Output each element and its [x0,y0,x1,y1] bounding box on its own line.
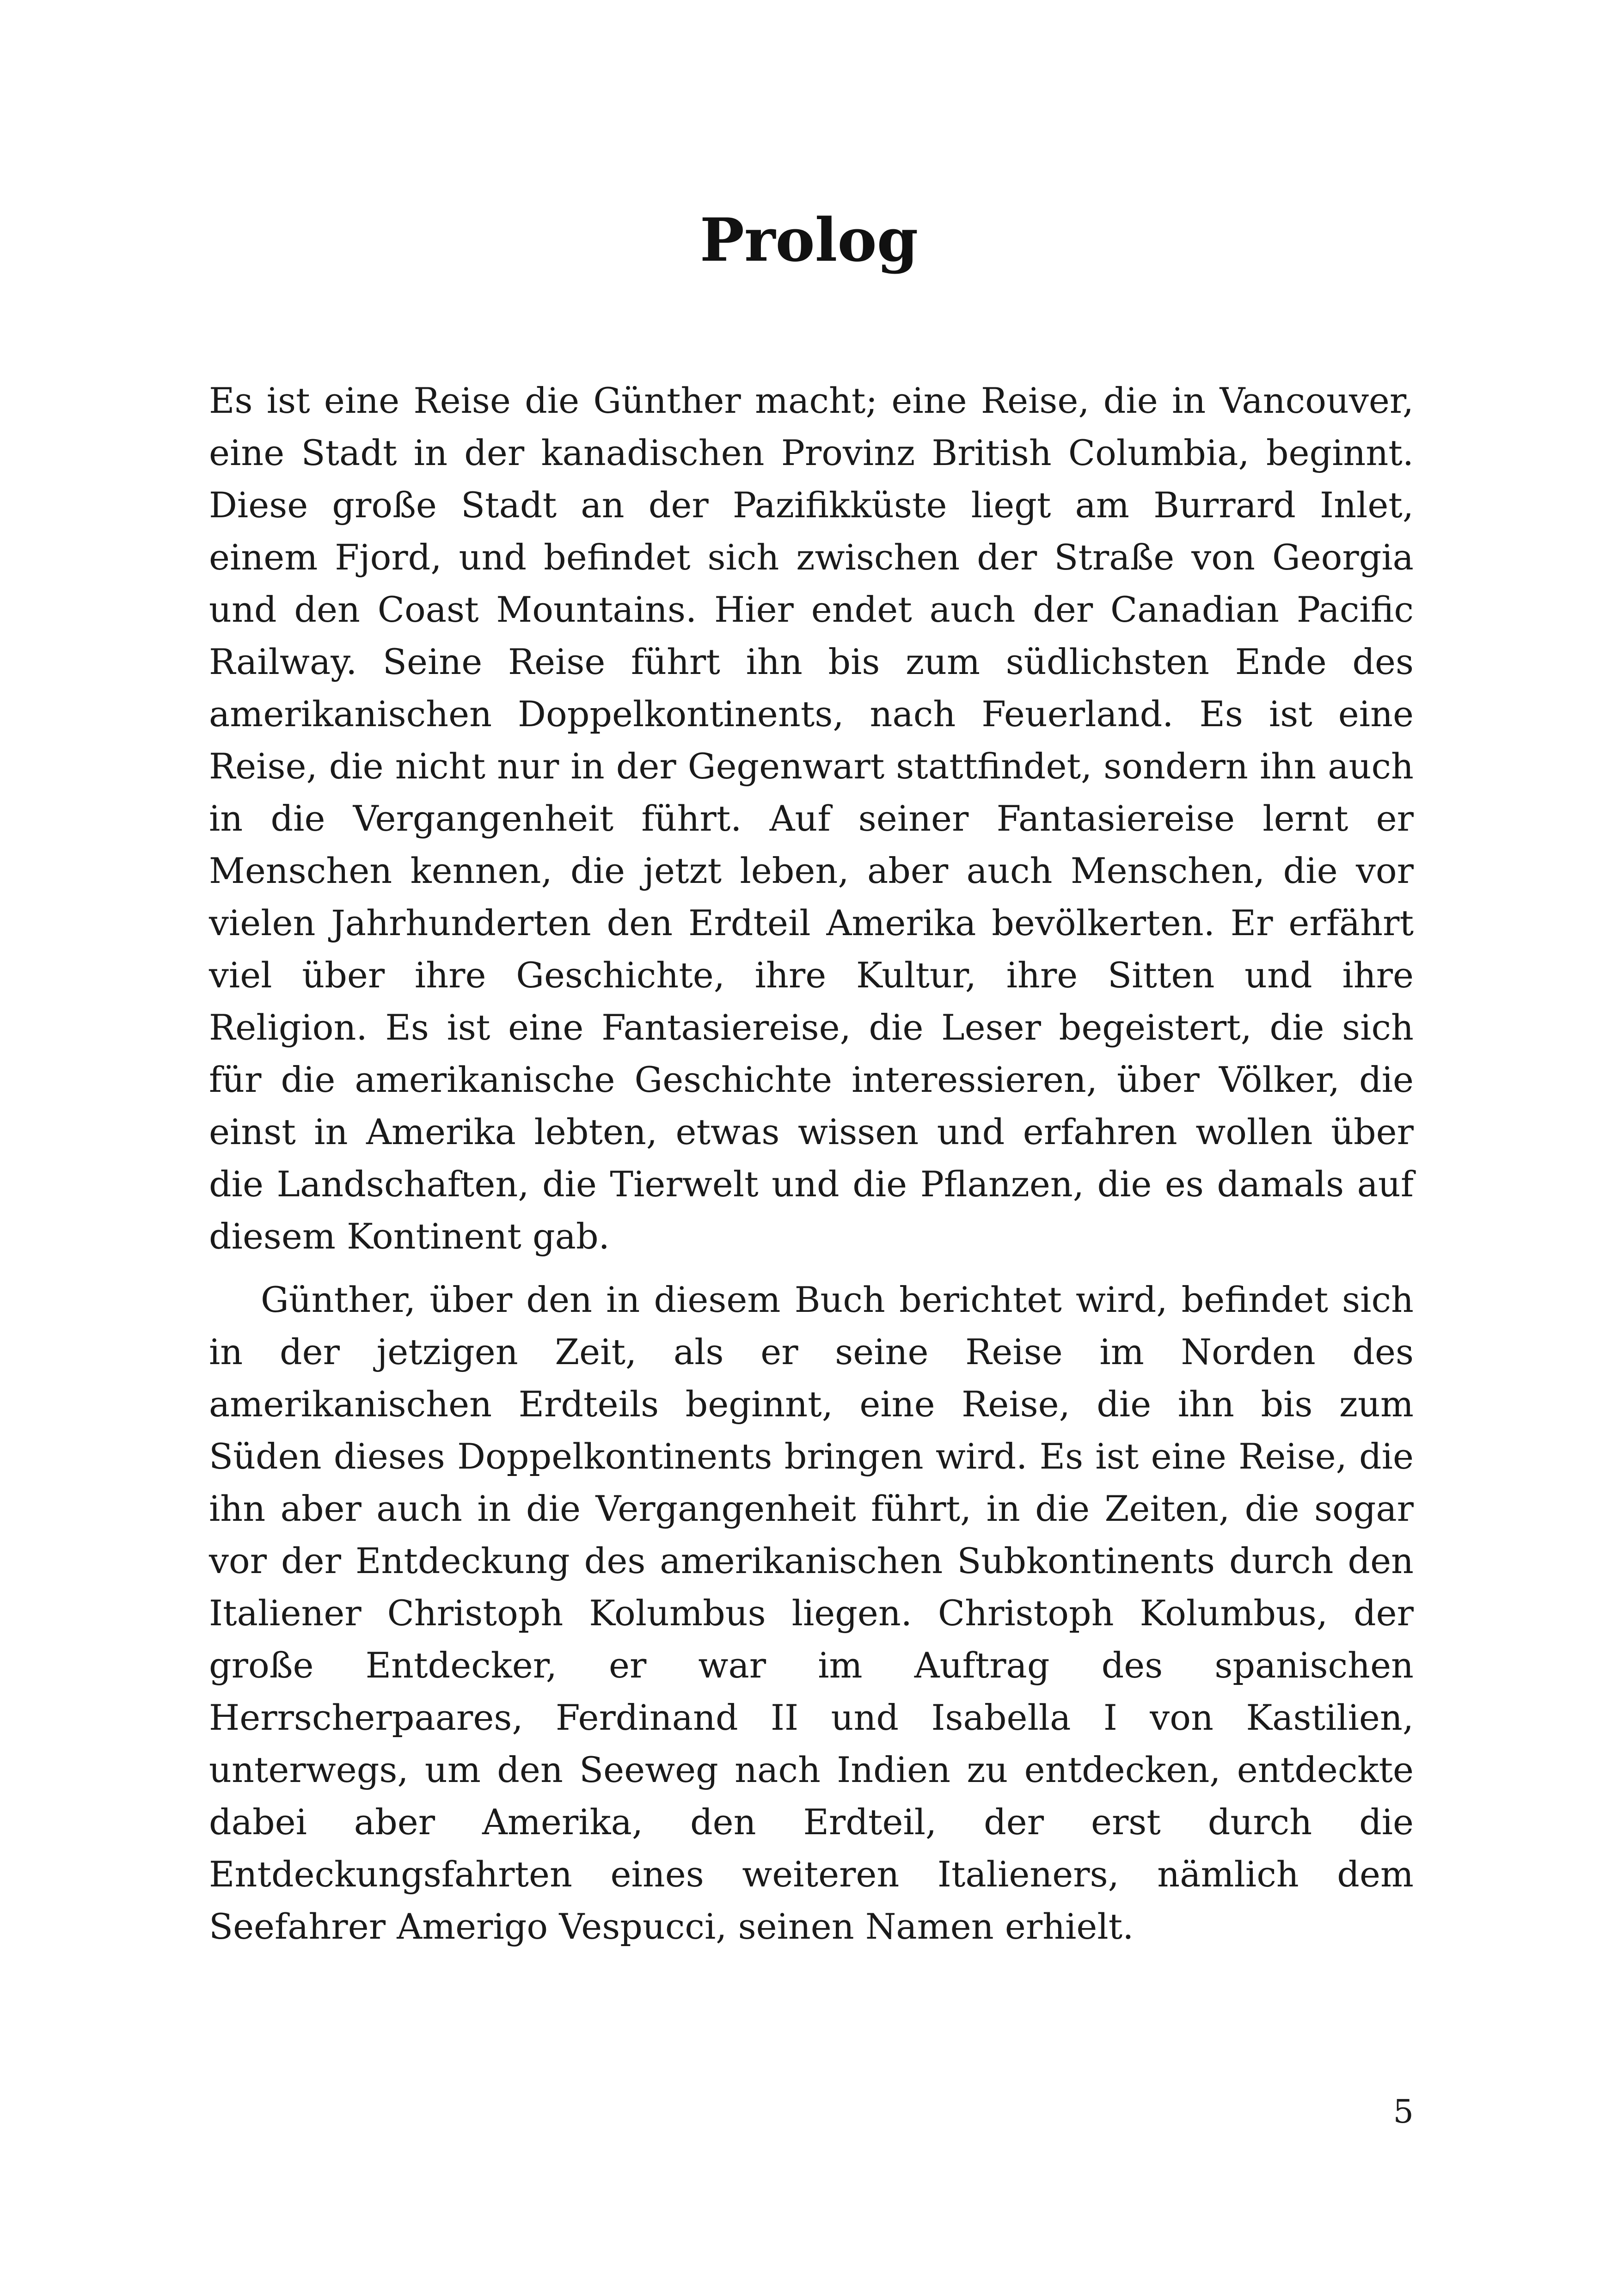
chapter-title: Prolog [699,206,919,275]
paragraph: Es ist eine Reise die Günther macht; eine Reise, die in Vancouver, eine Stadt in der kanadischen Provinz British Columbia, beginnt. Diese große Stadt an der Pazifikküste liegt am Burrard Inlet, einem Fjord, und befindet sich zwischen der Straße von Georgia und den Coast Mountains. Hier endet auch der Canadian Pacific Railway. Seine Reise führt ihn bis zum südlichsten Ende des amerikanischen Doppelkontinents, nach Feuerland. Es ist eine Reise, die nicht nur in der Gegenwart stattfindet, sondern ihn auch in die Vergangenheit führt. Auf seiner Fantasiereise lernt er Menschen kennen, die jetzt leben, aber auch Menschen, die vor vielen Jahrhunderten den Erdteil Amerika bevölkerten. Er erfährt viel über ihre Geschichte, ihre Kultur, ihre Sitten und ihre Religion. Es ist eine Fantasiereise, die Leser begeistert, die sich für die amerikanische Geschichte interessieren, über Völker, die einst in Amerika lebten, etwas wissen und erfahren wollen über die Landschaften, die Tierwelt und die Pflanzen, die es damals auf diesem Kontinent gab. [209,380,1414,1257]
page-number: 5 [1393,2093,1414,2131]
paragraph: Günther, über den in diesem Buch berichtet wird, befindet sich in der jetzigen Zeit, als er seine Reise im Norden des amerikanischen Erdteils beginnt, eine Reise, die ihn bis zum Süden dieses Doppelkontinents bringen wird. Es ist eine Reise, die ihn aber auch in die Vergangenheit führt, in die Zeiten, die sogar vor der Entdeckung des amerikanischen Subkontinents durch den Italiener Christoph Kolumbus liegen. Christoph Kolumbus, der große Entdecker, er war im Auftrag des spanischen Herrscherpaares, Ferdinand II und Isabella I von Kastilien, unterwegs, um den Seeweg nach Indien zu entdecken, entdeckte dabei aber Amerika, den Erdteil, der erst durch die Entdeckungsfahrten eines weiteren Italieners, nämlich dem Seefahrer Amerigo Vespucci, seinen Namen erhielt. [209,1279,1414,1947]
chapter-body [209,374,1414,1953]
